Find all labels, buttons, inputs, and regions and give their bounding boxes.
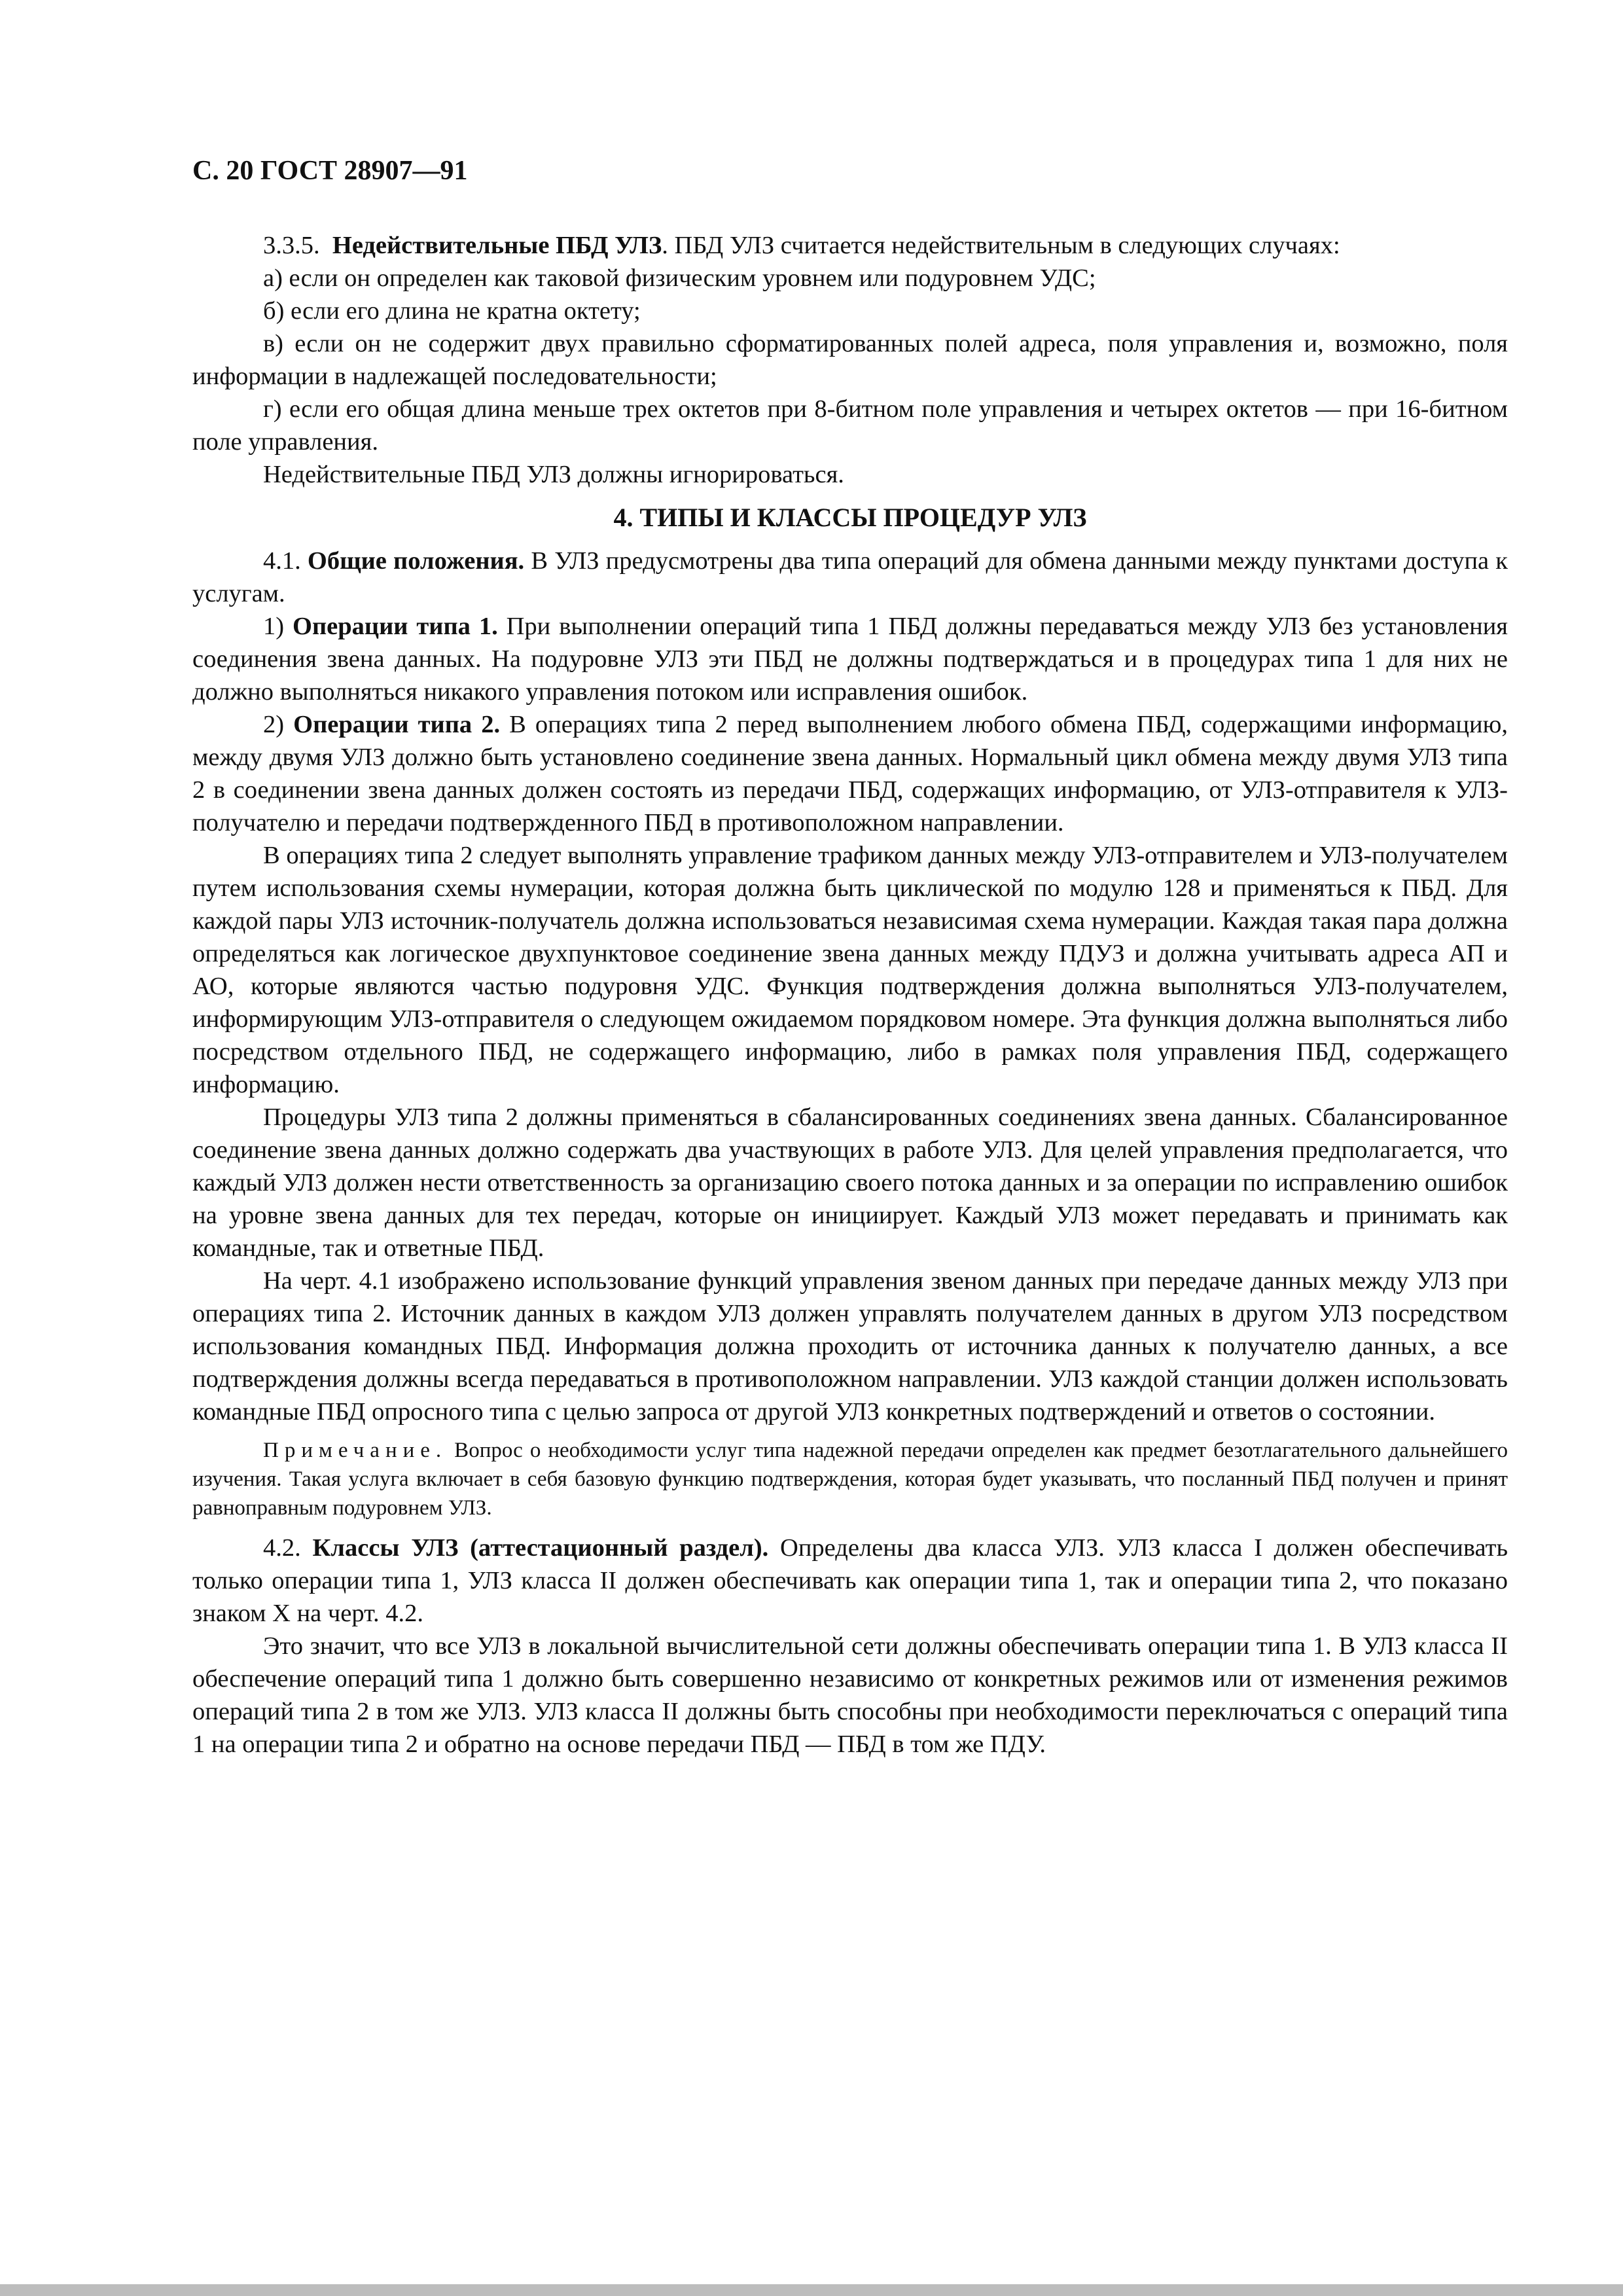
note-label: Примечание. — [263, 1439, 448, 1462]
clause-text: При выполнении операций типа 1 ПБД должны передаваться между УЛЗ без установления соединения звена данных. На подуровне УЛЗ эти ПБД не должны подтверждаться и в процедурах типа 1 для них не должно выполняться никакого управления потоком или исправления ошибок. — [192, 613, 1508, 706]
clause-number: 3.3.5. — [263, 232, 320, 259]
paragraph-invalid-ignored: Недействительные ПБД УЛЗ должны игнорироваться. — [263, 461, 844, 488]
clause-text: В УЛЗ предусмотрены два типа операций для обмена данными между пунктами доступа к услугам. — [192, 547, 1508, 607]
list-number: 2) — [263, 711, 285, 738]
list-item-b: б) если его длина не кратна октету; — [263, 297, 641, 325]
list-item-g: г) если его общая длина меньше трех октетов при 8-битном поле управления и четырех октетов — при 16-битном поле управления. — [192, 395, 1508, 456]
clause-text: В операциях типа 2 перед выполнением любого обмена ПБД, содержащими информацию, между двумя УЛЗ должно быть установлено соединение звена данных. Нормальный цикл обмена между двумя УЛЗ типа 2 в соединении звена данных должен состоять из передачи ПБД, содержащих информацию, от УЛЗ-отправителя к УЛЗ-получателю и передачи подтвержденного ПБД в противоположном направлении. — [192, 711, 1508, 836]
list-item-v: в) если он не содержит двух правильно сформатированных полей адреса, поля управления и, возможно, поля информации в надлежащей последовательности; — [192, 330, 1508, 390]
paragraph-3-3-5 — [192, 229, 1508, 262]
paragraph-figure-4-1: На черт. 4.1 изображено использование функций управления звеном данных при передаче данных между УЛЗ при операциях типа 2. Источник данных в каждом УЛЗ должен управлять получателем данных в другом УЛЗ посредством использования командных ПБД. Информация должна проходить от источника данных к получателю данных, а все подтверждения должны всегда передаваться в противоположном направлении. УЛЗ каждой станции должен использовать командные ПБД опросного типа с целью запроса от другой УЛЗ конкретных подтверждений и ответов о состоянии. — [192, 1267, 1508, 1426]
clause-term: Недействительные ПБД УЛЗ — [332, 232, 662, 259]
note — [192, 1436, 1508, 1522]
paragraph-4-1 — [192, 545, 1508, 610]
clause-text: . ПБД УЛЗ считается недействительным в следующих случаях: — [662, 232, 1340, 259]
page-header: С. 20 ГОСТ 28907—91 — [192, 156, 468, 186]
clause-text: Определены два класса УЛЗ. УЛЗ класса I должен обеспечивать только операции типа 1, УЛЗ класса II должен обеспечивать как операции типа 1, так и операции типа 2, что показано знаком X на черт. 4.2. — [192, 1534, 1508, 1627]
paragraph-traffic-control: В операциях типа 2 следует выполнять управление трафиком данных между УЛЗ-отправителем и УЛЗ-получателем путем использования схемы нумерации, которая должна быть циклической по модулю 128 и применяться к ПБД. Для каждой пары УЛЗ источник-получатель должна использоваться независимая схема нумерации. Каждая такая пара должна определяться как логическое двухпунктовое соединение звена данных между ПДУЗ и должна учитывать адреса АП и АО, которые являются частью подуровня УДС. Функция подтверждения должна выполняться УЛЗ-получателем, информирующим УЛЗ-отправителя о следующем ожидаемом порядковом номере. Эта функция должна выполняться либо посредством отдельного ПБД, не содержащего информацию, либо в рамках поля управления ПБД, содержащего информацию. — [192, 842, 1508, 1098]
clause-term: Операции типа 1. — [293, 613, 498, 640]
list-number: 1) — [263, 613, 285, 640]
section-heading: 4. ТИПЫ И КЛАССЫ ПРОЦЕДУР УЛЗ — [613, 503, 1087, 532]
paragraph-4-2 — [192, 1532, 1508, 1630]
paragraph-balanced-connections: Процедуры УЛЗ типа 2 должны применяться в сбалансированных соединениях звена данных. Сбалансированное соединение звена данных должно содержать два участвующих в работе УЛЗ. Для целей управления предполагается, что каждый УЛЗ должен нести ответственность за организацию своего потока данных и за операции по исправлению ошибок на уровне звена данных для тех передач, которые он инициирует. Каждый УЛЗ может передавать и принимать как командные, так и ответные ПБД. — [192, 1103, 1508, 1262]
note-text: Вопрос о необходимости услуг типа надежной передачи определен как предмет безотлагательного дальнейшего изучения. Такая услуга включает в себя базовую функцию подтверждения, которая будет указывать, что посланный ПБД получен и принят равноправным подуровнем УЛЗ. — [192, 1439, 1508, 1520]
list-item-a: а) если он определен как таковой физическим уровнем или подуровнем УДС; — [263, 264, 1096, 292]
page-bottom-edge — [0, 2284, 1623, 2296]
clause-number: 4.2. — [263, 1534, 301, 1562]
clause-term: Операции типа 2. — [293, 711, 501, 738]
paragraph-operations-type-2 — [192, 708, 1508, 839]
paragraph-class-ii: Это значит, что все УЛЗ в локальной вычислительной сети должны обеспечивать операции типа 1. В УЛЗ класса II обеспечение операций типа 1 должно быть совершенно независимо от конкретных режимов или от изменения режимов операций типа 2 в том же УЛЗ. УЛЗ класса II должны быть способны при необходимости переключаться с операций типа 1 на операции типа 2 и обратно на основе передачи ПБД — ПБД в том же ПДУ. — [192, 1632, 1508, 1758]
paragraph-operations-type-1 — [192, 610, 1508, 708]
clause-number: 4.1. — [263, 547, 301, 575]
clause-term: Общие положения. — [307, 547, 525, 575]
document-body — [192, 229, 1508, 1761]
clause-term: Классы УЛЗ (аттестационный раздел). — [312, 1534, 769, 1562]
